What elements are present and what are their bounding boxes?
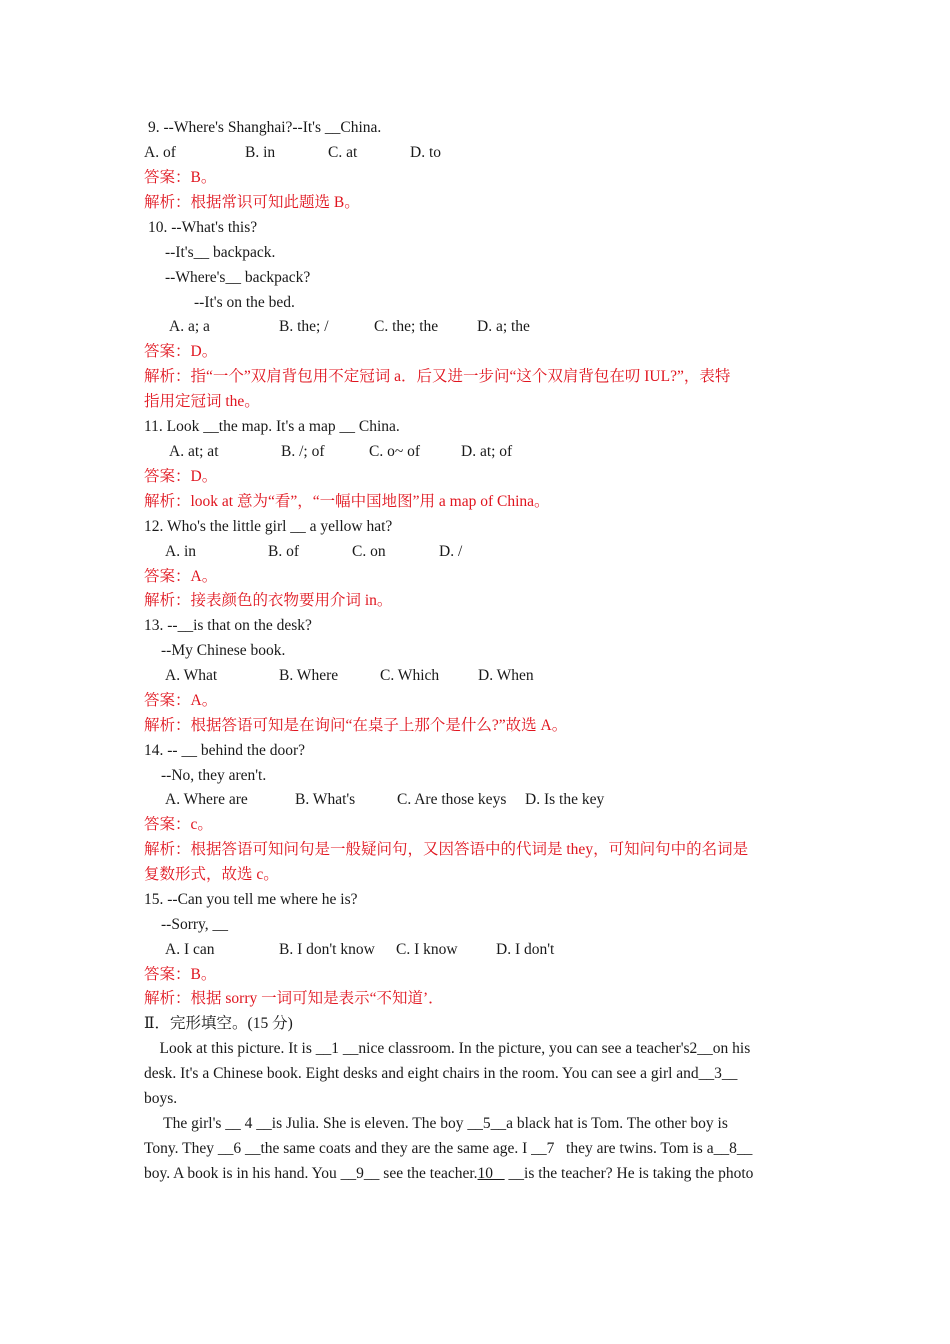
- q13-option-a: A. What: [165, 667, 218, 684]
- q11-option-c: C. o~ of: [369, 443, 421, 460]
- q10-stem: 10. --What's this?: [148, 219, 258, 236]
- q10-option-d: D. a; the: [477, 318, 530, 335]
- q13-option-c: C. Which: [380, 667, 440, 684]
- q10-analysis-line-1: 解析：指“一个”双肩背包用不定冠词 a．后又进一步问“这个双肩背包在叨 IUL?”，表特: [144, 368, 731, 385]
- q12-analysis: 解析：接表颜色的衣物要用介词 in。: [144, 592, 393, 609]
- q11-option-a: A. at; at: [169, 443, 219, 460]
- q14-option-b: B. What's: [295, 791, 356, 808]
- q12-option-c: C. on: [352, 543, 386, 560]
- q14-analysis-line-1: 解析：根据答语可知问句是一般疑问句，又因答语中的代词是 they，可知问句中的名词是: [144, 841, 749, 858]
- q13-option-b: B. Where: [279, 667, 339, 684]
- cloze-paragraph-2-line-3: [144, 1164, 753, 1184]
- q13-analysis: 解析：根据答语可知是在询问“在桌子上那个是什么?”故选 A。: [144, 717, 568, 734]
- q10-dialogue-1: --It's__ backpack.: [165, 244, 276, 261]
- q9-analysis: 解析：根据常识可知此题选 B。: [144, 194, 360, 211]
- q12-option-a: A. in: [165, 543, 196, 560]
- q9-answer: 答案：B。: [144, 169, 217, 186]
- q12-stem: 12. Who's the little girl __ a yellow hat?: [144, 518, 393, 535]
- q9-option-c: C. at: [328, 144, 358, 161]
- q14-analysis-line-2: 复数形式，故选 c。: [144, 866, 279, 883]
- q15-option-d: D. I don't: [496, 941, 555, 958]
- cloze-paragraph-2-line-1: The girl's __ 4 __is Julia. She is eleven. The boy __5__a black hat is Tom. The other boy is: [144, 1115, 728, 1132]
- cloze-paragraph-1-line-2: desk. It's a Chinese book. Eight desks and eight chairs in the room. You can see a girl and__3__: [144, 1065, 738, 1082]
- q14-stem: 14. -- __ behind the door?: [144, 742, 305, 759]
- q10-dialogue-3: --It's on the bed.: [194, 294, 295, 311]
- q11-stem: 11. Look __the map. It's a map __ China.: [144, 418, 400, 435]
- q15-answer: 答案：B。: [144, 966, 217, 983]
- q12-answer: 答案：A。: [144, 568, 218, 585]
- q10-option-a: A. a; a: [169, 318, 210, 335]
- q14-option-d: D. Is the key: [525, 791, 605, 808]
- cloze-line-3-part-c: __is the teacher? He is taking the photo: [504, 1165, 754, 1182]
- q12-option-d: D. /: [439, 543, 463, 560]
- q9-option-d: D. to: [410, 144, 441, 161]
- q13-dialogue-1: --My Chinese book.: [161, 642, 286, 659]
- q13-stem: 13. --__is that on the desk?: [144, 617, 312, 634]
- q15-stem: 15. --Can you tell me where he is?: [144, 891, 358, 908]
- q13-answer: 答案：A。: [144, 692, 218, 709]
- section-heading: Ⅱ．完形填空。(15 分): [144, 1015, 293, 1032]
- cloze-paragraph-1-line-1: Look at this picture. It is __1 __nice classroom. In the picture, you can see a teacher's2__on his: [144, 1040, 751, 1057]
- q9-option-a: A. of: [144, 144, 176, 161]
- q10-option-c: C. the; the: [374, 318, 439, 335]
- q11-analysis: 解析：look at 意为“看”，“一幅中国地图”用 a map of China。: [144, 493, 550, 510]
- q10-option-b: B. the; /: [279, 318, 329, 335]
- q14-option-c: C. Are those keys: [397, 791, 507, 808]
- q9-option-b: B. in: [245, 144, 276, 161]
- q10-answer: 答案：D。: [144, 343, 218, 360]
- q15-option-c: C. I know: [396, 941, 458, 958]
- cloze-paragraph-2-line-2: Tony. They __6 __the same coats and they are the same age. I __7 they are twins. Tom is a__8__: [144, 1140, 753, 1157]
- q15-dialogue-1: --Sorry, __: [161, 916, 229, 933]
- q11-answer: 答案：D。: [144, 468, 218, 485]
- q15-option-a: A. I can: [165, 941, 215, 958]
- q10-analysis-line-2: 指用定冠词 the。: [144, 393, 260, 410]
- q14-dialogue-1: --No, they aren't.: [161, 767, 267, 784]
- q12-option-b: B. of: [268, 543, 299, 560]
- q13-option-d: D. When: [478, 667, 534, 684]
- q10-dialogue-2: --Where's__ backpack?: [165, 269, 311, 286]
- cloze-paragraph-1-line-3: boys.: [144, 1090, 178, 1107]
- q11-option-b: B. /; of: [281, 443, 325, 460]
- cloze-line-3-part-a: boy. A book is in his hand. You __9__ see the teacher.: [144, 1165, 478, 1182]
- q14-option-a: A. Where are: [165, 791, 248, 808]
- cloze-blank-10: 10: [477, 1165, 505, 1182]
- q15-analysis: 解析：根据 sorry 一词可知是表示“不知道’．: [144, 990, 444, 1007]
- q9-stem: 9. --Where's Shanghai?--It's __China.: [148, 119, 382, 136]
- q15-option-b: B. I don't know: [279, 941, 375, 958]
- q14-answer: 答案：c。: [144, 816, 213, 833]
- q11-option-d: D. at; of: [461, 443, 513, 460]
